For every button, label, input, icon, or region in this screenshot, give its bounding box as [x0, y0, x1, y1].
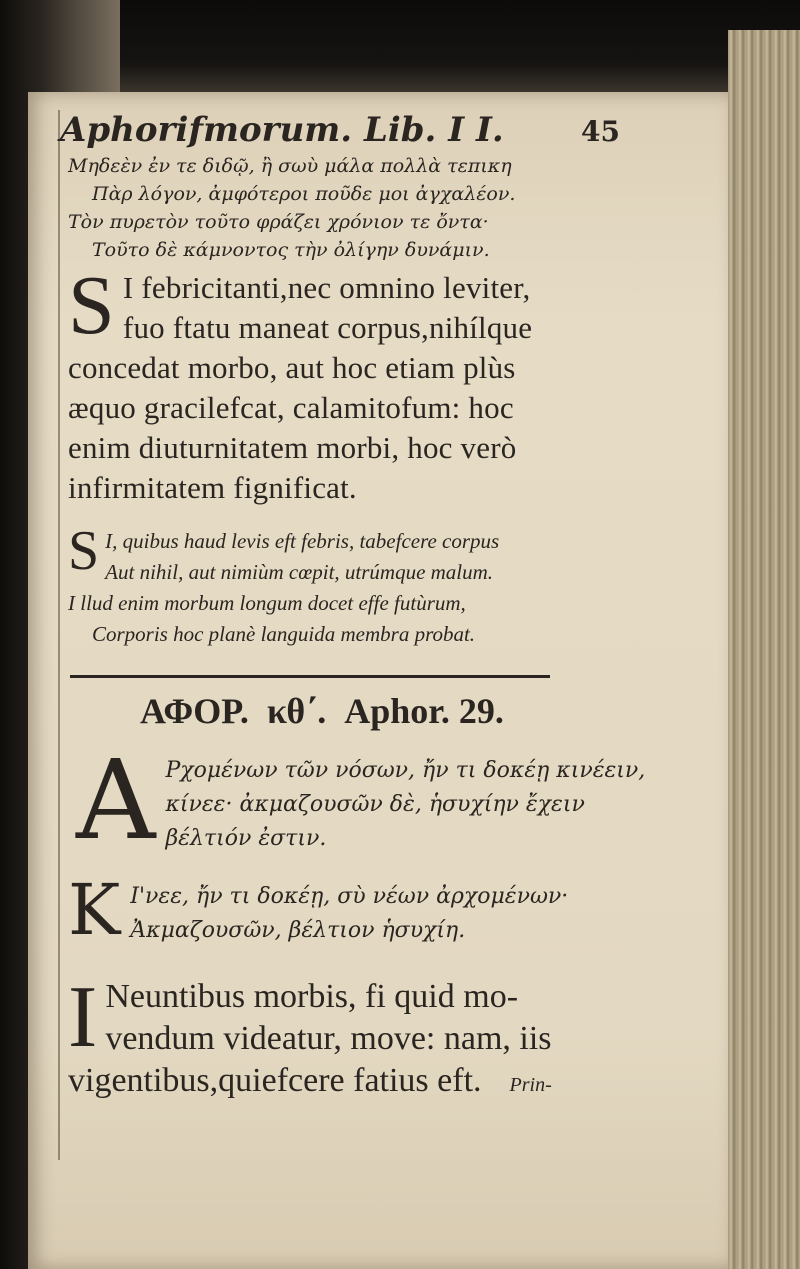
latin-verse-block-1 — [68, 520, 688, 650]
aphorism-label-latin: Aphor. 29. — [344, 691, 504, 731]
greek-line: Ἀκμαζουσῶν, βέλτιον ἡσυχίη. — [130, 918, 466, 943]
page-number: 45 — [581, 115, 620, 148]
latin-prose-block-2 — [68, 969, 708, 1106]
verse-line: I llud enim morbum longum docet effe futùrum, — [68, 591, 466, 615]
section-divider — [70, 675, 550, 678]
greek-verse-capital: Κ — [68, 869, 121, 951]
greek-line: Ι'νεε, ἤν τι δοκέῃ, σὺ νέων ἀρχομένων· — [130, 884, 569, 909]
greek-line: κίνεε· ἀκμαζουσῶν δὲ, ἡσυχίην ἔχειν — [165, 792, 585, 817]
running-header — [60, 110, 620, 154]
latin-line-text: vigentibus,quiefcere fatius eft. — [68, 1062, 482, 1099]
greek-line: Πὰρ λόγον, ἀμφότεροι ποῦδε μοι ἀγχαλέον. — [92, 183, 516, 205]
latin-line: enim diuturnitatem morbi, hoc verò — [68, 430, 517, 465]
greek-line: Μηδεὲν ἐν τε διδῷ, ἢ σωὺ μάλα πολλὰ τεπικη — [68, 155, 512, 177]
drop-capital: I — [68, 969, 98, 1066]
aphorism-label-greek: ΑΦΟΡ. — [140, 691, 249, 731]
greek-line: Τοῦτο δὲ κάμνοντος τὴν ὀλίγην δυνάμιν. — [92, 239, 490, 261]
scan-top-border — [0, 0, 800, 92]
latin-line: Neuntibus morbis, fi quid mo- — [105, 978, 519, 1015]
greek-line: Τὸν πυρετὸν τοῦτο φράζει χρόνιον τε ὄντα· — [68, 211, 489, 233]
drop-capital: S — [68, 259, 115, 352]
verse-line: I, quibus haud levis eft febris, tabefcere corpus — [105, 529, 500, 553]
aphorism-heading — [140, 690, 640, 740]
aphorism-number-greek: κθ΄. — [266, 691, 327, 731]
page-edges — [728, 30, 800, 1269]
verse-capital: S — [68, 520, 100, 582]
greek-drop-capital: Α — [76, 736, 156, 864]
latin-line: infirmitatem fignificat. — [68, 470, 357, 505]
running-title: Aphorifmorum. Lib. I I. — [60, 110, 504, 150]
greek-verse-block-2 — [68, 869, 688, 951]
latin-line — [68, 1060, 708, 1106]
margin-rule — [58, 110, 60, 1160]
latin-line: concedat morbo, aut hoc etiam plùs — [68, 350, 516, 385]
greek-verse-block-1 — [68, 152, 688, 264]
catchword: Prin- — [509, 1074, 552, 1096]
greek-line: Ρχομένων τῶν νόσων, ἤν τι δοκέῃ κινέειν, — [165, 758, 646, 783]
verse-line: Aut nihil, aut nimiùm cœpit, utrúmque malum. — [105, 560, 494, 584]
latin-line: æquo gracilefcat, calamitofum: hoc — [68, 390, 514, 425]
greek-line: βέλτιόν ἐστιν. — [165, 826, 327, 851]
latin-line: fuo ftatu maneat corpus,nihílque — [122, 310, 533, 345]
latin-prose-block-1 — [68, 259, 698, 508]
verse-line: Corporis hoc planè languida membra probat. — [92, 622, 476, 646]
latin-line: I febricitanti,nec omnino leviter, — [122, 270, 531, 305]
greek-prose-block-2 — [68, 736, 688, 864]
latin-line: vendum videatur, move: nam, iis — [105, 1020, 552, 1057]
